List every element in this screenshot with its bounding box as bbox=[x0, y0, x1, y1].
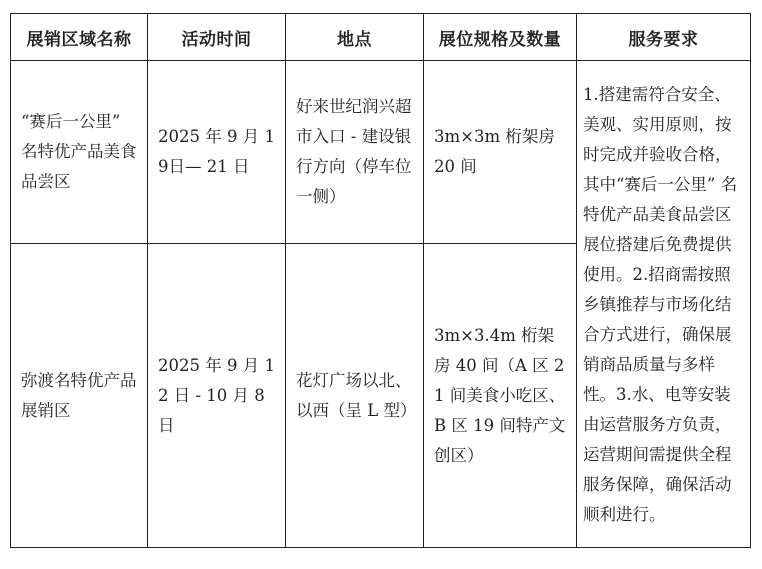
area-name-cell bbox=[11, 61, 148, 244]
activity-time: 2025 年 9 月 19日— 21 日 bbox=[158, 127, 275, 176]
area-name: “赛后一公里” 名特优产品美食品尝区 bbox=[21, 112, 137, 191]
service-requirements-text: 1.搭建需符合安全、美观、实用原则，按时完成并验收合格，其中“赛后一公里” 名特优产品美食品尝区展位搭建后免费提供使用。2.招商需按照乡镇推荐与市场化结合方式进行，确保展销商品质量与多样性。3.水、电等安装由运营服务方负责，运营期间需提供全程服务保障，确保活动顺利进行。 bbox=[583, 85, 738, 524]
activity-time-cell bbox=[148, 61, 286, 244]
booth-spec-cell bbox=[424, 244, 577, 548]
header-row bbox=[11, 14, 751, 61]
header-location: 地点 bbox=[286, 14, 424, 61]
location-cell bbox=[286, 61, 424, 244]
area-name: 弥渡名特优产品展销区 bbox=[21, 370, 137, 420]
location: 好来世纪润兴超市入口 - 建设银行方向（停车位一侧） bbox=[296, 97, 412, 206]
activity-time: 2025 年 9 月 12 日 - 10 月 8 日 bbox=[158, 355, 275, 435]
header-activity-time: 活动时间 bbox=[148, 14, 286, 61]
service-requirements-cell bbox=[577, 61, 751, 548]
booth-spec: 3m×3.4m 桁架房 40 间（A 区 21 间美食小吃区、B 区 19 间特产文创区） bbox=[434, 325, 566, 465]
booth-spec: 3m×3m 桁架房 20 间 bbox=[434, 127, 555, 176]
table-row bbox=[11, 61, 751, 244]
booth-spec-cell bbox=[424, 61, 577, 244]
activity-time-cell bbox=[148, 244, 286, 548]
area-name-cell bbox=[11, 244, 148, 548]
exhibition-table bbox=[10, 13, 751, 548]
header-area-name: 展销区域名称 bbox=[11, 14, 148, 61]
header-booth-spec: 展位规格及数量 bbox=[424, 14, 577, 61]
location-cell bbox=[286, 244, 424, 548]
location: 花灯广场以北、以西（呈 L 型） bbox=[296, 370, 417, 420]
header-service-requirements: 服务要求 bbox=[577, 14, 751, 61]
